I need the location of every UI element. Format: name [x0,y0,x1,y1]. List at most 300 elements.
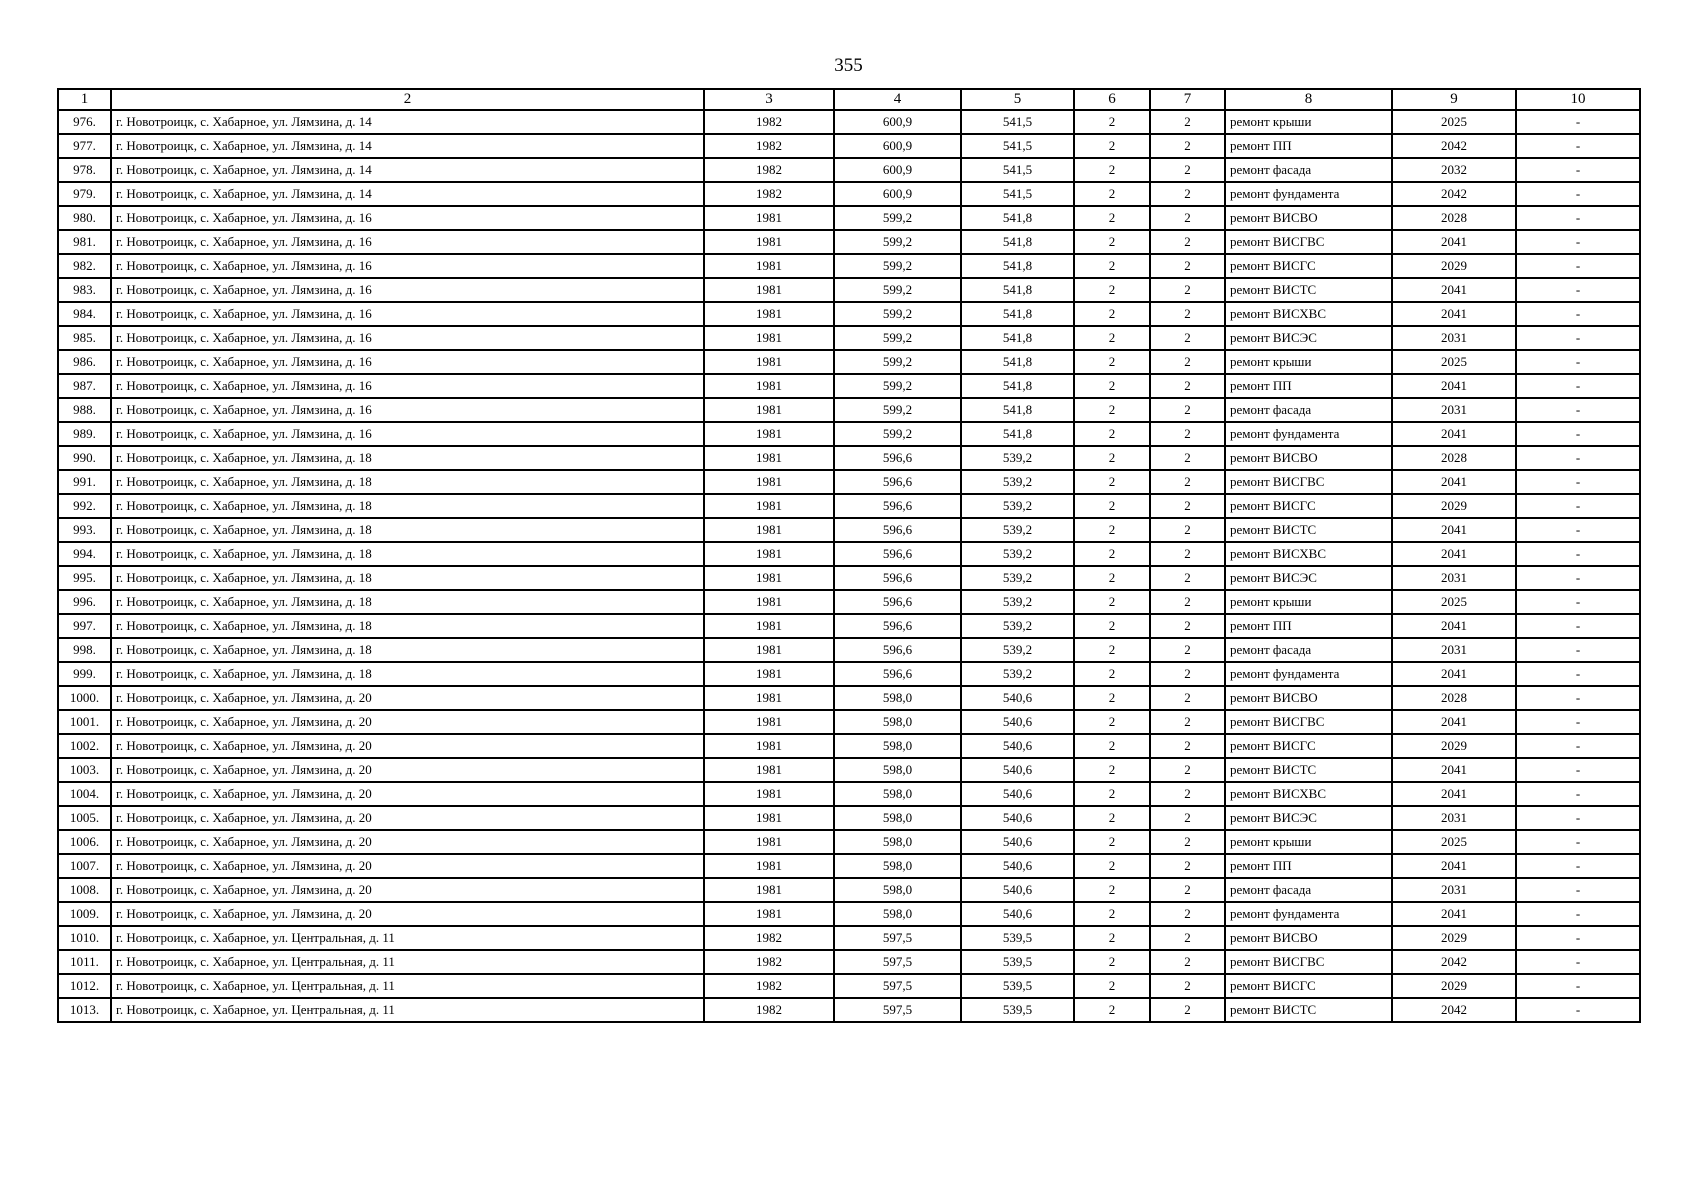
entrances-cell: 2 [1150,326,1225,350]
note-cell: - [1516,638,1640,662]
table-row [58,686,1640,710]
work-type-cell: ремонт ВИСГС [1225,974,1392,998]
planned-year-cell: 2041 [1392,902,1516,926]
total-area-cell: 596,6 [834,518,961,542]
note-cell: - [1516,302,1640,326]
entrances-cell: 2 [1150,854,1225,878]
work-type-cell: ремонт фундамента [1225,182,1392,206]
work-type-cell: ремонт ВИСВО [1225,926,1392,950]
table-row [58,974,1640,998]
table-row [58,758,1640,782]
work-type-cell: ремонт ВИСЭС [1225,806,1392,830]
entrances-cell: 2 [1150,230,1225,254]
floors-cell: 2 [1074,686,1150,710]
floors-cell: 2 [1074,374,1150,398]
row-number-cell: 1010. [58,926,111,950]
column-header: 10 [1516,89,1640,110]
address-cell: г. Новотроицк, с. Хабарное, ул. Лямзина, д. 14 [111,110,704,134]
floors-cell: 2 [1074,278,1150,302]
planned-year-cell: 2041 [1392,518,1516,542]
floors-cell: 2 [1074,998,1150,1022]
total-area-cell: 599,2 [834,302,961,326]
floors-cell: 2 [1074,542,1150,566]
floors-cell: 2 [1074,518,1150,542]
entrances-cell: 2 [1150,950,1225,974]
work-type-cell: ремонт фасада [1225,638,1392,662]
build-year-cell: 1981 [704,614,834,638]
row-number-cell: 1003. [58,758,111,782]
work-type-cell: ремонт ПП [1225,374,1392,398]
living-area-cell: 539,2 [961,638,1074,662]
note-cell: - [1516,326,1640,350]
note-cell: - [1516,254,1640,278]
row-number-cell: 990. [58,446,111,470]
build-year-cell: 1982 [704,110,834,134]
address-cell: г. Новотроицк, с. Хабарное, ул. Центральная, д. 11 [111,950,704,974]
living-area-cell: 539,2 [961,542,1074,566]
address-cell: г. Новотроицк, с. Хабарное, ул. Лямзина, д. 20 [111,782,704,806]
planned-year-cell: 2029 [1392,974,1516,998]
row-number-cell: 1009. [58,902,111,926]
build-year-cell: 1981 [704,230,834,254]
note-cell: - [1516,734,1640,758]
row-number-cell: 991. [58,470,111,494]
living-area-cell: 540,6 [961,686,1074,710]
note-cell: - [1516,566,1640,590]
entrances-cell: 2 [1150,566,1225,590]
floors-cell: 2 [1074,158,1150,182]
living-area-cell: 540,6 [961,854,1074,878]
row-number-cell: 1012. [58,974,111,998]
build-year-cell: 1981 [704,854,834,878]
living-area-cell: 541,5 [961,110,1074,134]
total-area-cell: 598,0 [834,806,961,830]
build-year-cell: 1981 [704,710,834,734]
living-area-cell: 539,5 [961,974,1074,998]
living-area-cell: 541,8 [961,254,1074,278]
table-row [58,350,1640,374]
planned-year-cell: 2029 [1392,734,1516,758]
work-type-cell: ремонт ВИСТС [1225,278,1392,302]
floors-cell: 2 [1074,590,1150,614]
note-cell: - [1516,686,1640,710]
total-area-cell: 596,6 [834,614,961,638]
note-cell: - [1516,182,1640,206]
address-cell: г. Новотроицк, с. Хабарное, ул. Лямзина, д. 20 [111,710,704,734]
row-number-cell: 1005. [58,806,111,830]
planned-year-cell: 2029 [1392,926,1516,950]
planned-year-cell: 2031 [1392,566,1516,590]
column-header: 6 [1074,89,1150,110]
note-cell: - [1516,854,1640,878]
entrances-cell: 2 [1150,734,1225,758]
planned-year-cell: 2041 [1392,470,1516,494]
address-cell: г. Новотроицк, с. Хабарное, ул. Лямзина, д. 16 [111,230,704,254]
address-cell: г. Новотроицк, с. Хабарное, ул. Лямзина, д. 18 [111,470,704,494]
entrances-cell: 2 [1150,590,1225,614]
address-cell: г. Новотроицк, с. Хабарное, ул. Лямзина, д. 20 [111,758,704,782]
work-type-cell: ремонт ВИСТС [1225,518,1392,542]
floors-cell: 2 [1074,326,1150,350]
note-cell: - [1516,278,1640,302]
living-area-cell: 539,2 [961,662,1074,686]
entrances-cell: 2 [1150,542,1225,566]
address-cell: г. Новотроицк, с. Хабарное, ул. Лямзина, д. 18 [111,662,704,686]
build-year-cell: 1981 [704,422,834,446]
address-cell: г. Новотроицк, с. Хабарное, ул. Лямзина, д. 18 [111,638,704,662]
note-cell: - [1516,374,1640,398]
table-row [58,398,1640,422]
entrances-cell: 2 [1150,758,1225,782]
address-cell: г. Новотроицк, с. Хабарное, ул. Лямзина, д. 18 [111,590,704,614]
table-row [58,206,1640,230]
address-cell: г. Новотроицк, с. Хабарное, ул. Центральная, д. 11 [111,974,704,998]
note-cell: - [1516,806,1640,830]
planned-year-cell: 2042 [1392,182,1516,206]
table-body [58,110,1640,1022]
total-area-cell: 598,0 [834,830,961,854]
planned-year-cell: 2025 [1392,830,1516,854]
planned-year-cell: 2029 [1392,254,1516,278]
entrances-cell: 2 [1150,830,1225,854]
planned-year-cell: 2041 [1392,374,1516,398]
entrances-cell: 2 [1150,710,1225,734]
work-type-cell: ремонт крыши [1225,830,1392,854]
build-year-cell: 1982 [704,998,834,1022]
living-area-cell: 539,5 [961,950,1074,974]
living-area-cell: 541,8 [961,278,1074,302]
planned-year-cell: 2042 [1392,950,1516,974]
work-type-cell: ремонт ВИСВО [1225,446,1392,470]
address-cell: г. Новотроицк, с. Хабарное, ул. Лямзина, д. 16 [111,350,704,374]
address-cell: г. Новотроицк, с. Хабарное, ул. Лямзина, д. 16 [111,206,704,230]
entrances-cell: 2 [1150,926,1225,950]
address-cell: г. Новотроицк, с. Хабарное, ул. Лямзина, д. 14 [111,158,704,182]
address-cell: г. Новотроицк, с. Хабарное, ул. Лямзина, д. 16 [111,398,704,422]
total-area-cell: 598,0 [834,686,961,710]
table-row [58,998,1640,1022]
note-cell: - [1516,158,1640,182]
address-cell: г. Новотроицк, с. Хабарное, ул. Лямзина, д. 16 [111,254,704,278]
address-cell: г. Новотроицк, с. Хабарное, ул. Лямзина, д. 20 [111,902,704,926]
table-row [58,638,1640,662]
entrances-cell: 2 [1150,158,1225,182]
total-area-cell: 597,5 [834,974,961,998]
floors-cell: 2 [1074,806,1150,830]
planned-year-cell: 2041 [1392,662,1516,686]
planned-year-cell: 2025 [1392,590,1516,614]
note-cell: - [1516,950,1640,974]
table-row [58,542,1640,566]
build-year-cell: 1982 [704,158,834,182]
row-number-cell: 997. [58,614,111,638]
work-type-cell: ремонт ПП [1225,854,1392,878]
table-row [58,590,1640,614]
note-cell: - [1516,542,1640,566]
total-area-cell: 599,2 [834,350,961,374]
address-cell: г. Новотроицк, с. Хабарное, ул. Лямзина, д. 20 [111,686,704,710]
work-type-cell: ремонт фасада [1225,878,1392,902]
table-row [58,782,1640,806]
entrances-cell: 2 [1150,110,1225,134]
build-year-cell: 1981 [704,254,834,278]
row-number-cell: 999. [58,662,111,686]
floors-cell: 2 [1074,614,1150,638]
living-area-cell: 541,8 [961,350,1074,374]
work-type-cell: ремонт фундамента [1225,902,1392,926]
work-type-cell: ремонт ВИСГВС [1225,710,1392,734]
total-area-cell: 598,0 [834,710,961,734]
row-number-cell: 989. [58,422,111,446]
planned-year-cell: 2042 [1392,998,1516,1022]
floors-cell: 2 [1074,878,1150,902]
entrances-cell: 2 [1150,134,1225,158]
table-row [58,830,1640,854]
note-cell: - [1516,974,1640,998]
row-number-cell: 980. [58,206,111,230]
table-row [58,374,1640,398]
address-cell: г. Новотроицк, с. Хабарное, ул. Лямзина, д. 20 [111,734,704,758]
note-cell: - [1516,662,1640,686]
row-number-cell: 1008. [58,878,111,902]
table-row [58,878,1640,902]
living-area-cell: 541,8 [961,206,1074,230]
table-row [58,566,1640,590]
floors-cell: 2 [1074,734,1150,758]
total-area-cell: 599,2 [834,326,961,350]
entrances-cell: 2 [1150,398,1225,422]
address-cell: г. Новотроицк, с. Хабарное, ул. Лямзина, д. 20 [111,854,704,878]
note-cell: - [1516,878,1640,902]
living-area-cell: 540,6 [961,782,1074,806]
address-cell: г. Новотроицк, с. Хабарное, ул. Лямзина, д. 18 [111,518,704,542]
planned-year-cell: 2041 [1392,782,1516,806]
address-cell: г. Новотроицк, с. Хабарное, ул. Лямзина, д. 18 [111,446,704,470]
build-year-cell: 1981 [704,758,834,782]
floors-cell: 2 [1074,950,1150,974]
note-cell: - [1516,470,1640,494]
row-number-cell: 1002. [58,734,111,758]
note-cell: - [1516,518,1640,542]
work-type-cell: ремонт крыши [1225,110,1392,134]
note-cell: - [1516,446,1640,470]
total-area-cell: 599,2 [834,398,961,422]
note-cell: - [1516,230,1640,254]
work-type-cell: ремонт ВИСГС [1225,494,1392,518]
living-area-cell: 541,8 [961,326,1074,350]
planned-year-cell: 2041 [1392,710,1516,734]
work-type-cell: ремонт фундамента [1225,422,1392,446]
table-row [58,326,1640,350]
address-cell: г. Новотроицк, с. Хабарное, ул. Лямзина, д. 16 [111,374,704,398]
floors-cell: 2 [1074,398,1150,422]
row-number-cell: 977. [58,134,111,158]
address-cell: г. Новотроицк, с. Хабарное, ул. Лямзина, д. 18 [111,614,704,638]
planned-year-cell: 2041 [1392,614,1516,638]
build-year-cell: 1981 [704,734,834,758]
address-cell: г. Новотроицк, с. Хабарное, ул. Лямзина, д. 18 [111,566,704,590]
work-type-cell: ремонт крыши [1225,590,1392,614]
build-year-cell: 1981 [704,566,834,590]
note-cell: - [1516,998,1640,1022]
note-cell: - [1516,830,1640,854]
living-area-cell: 539,2 [961,590,1074,614]
row-number-cell: 1011. [58,950,111,974]
floors-cell: 2 [1074,974,1150,998]
build-year-cell: 1981 [704,302,834,326]
build-year-cell: 1981 [704,374,834,398]
address-cell: г. Новотроицк, с. Хабарное, ул. Лямзина, д. 16 [111,422,704,446]
table-row [58,134,1640,158]
row-number-cell: 981. [58,230,111,254]
row-number-cell: 1004. [58,782,111,806]
living-area-cell: 541,8 [961,398,1074,422]
row-number-cell: 988. [58,398,111,422]
column-header: 2 [111,89,704,110]
living-area-cell: 541,5 [961,182,1074,206]
total-area-cell: 600,9 [834,158,961,182]
table-row [58,182,1640,206]
total-area-cell: 600,9 [834,110,961,134]
build-year-cell: 1981 [704,350,834,374]
build-year-cell: 1981 [704,326,834,350]
address-cell: г. Новотроицк, с. Хабарное, ул. Центральная, д. 11 [111,998,704,1022]
address-cell: г. Новотроицк, с. Хабарное, ул. Лямзина, д. 18 [111,494,704,518]
row-number-cell: 1013. [58,998,111,1022]
table-row [58,470,1640,494]
entrances-cell: 2 [1150,518,1225,542]
note-cell: - [1516,782,1640,806]
row-number-cell: 982. [58,254,111,278]
work-type-cell: ремонт ПП [1225,134,1392,158]
build-year-cell: 1982 [704,950,834,974]
build-year-cell: 1982 [704,974,834,998]
note-cell: - [1516,710,1640,734]
note-cell: - [1516,614,1640,638]
column-header: 3 [704,89,834,110]
note-cell: - [1516,350,1640,374]
floors-cell: 2 [1074,902,1150,926]
floors-cell: 2 [1074,302,1150,326]
total-area-cell: 598,0 [834,902,961,926]
address-cell: г. Новотроицк, с. Хабарное, ул. Лямзина, д. 14 [111,182,704,206]
build-year-cell: 1982 [704,182,834,206]
living-area-cell: 540,6 [961,734,1074,758]
planned-year-cell: 2028 [1392,686,1516,710]
total-area-cell: 597,5 [834,998,961,1022]
row-number-cell: 1001. [58,710,111,734]
floors-cell: 2 [1074,446,1150,470]
table-row [58,902,1640,926]
planned-year-cell: 2025 [1392,110,1516,134]
build-year-cell: 1981 [704,206,834,230]
planned-year-cell: 2041 [1392,542,1516,566]
row-number-cell: 994. [58,542,111,566]
planned-year-cell: 2032 [1392,158,1516,182]
entrances-cell: 2 [1150,614,1225,638]
total-area-cell: 600,9 [834,134,961,158]
living-area-cell: 541,8 [961,374,1074,398]
entrances-cell: 2 [1150,902,1225,926]
planned-year-cell: 2031 [1392,806,1516,830]
build-year-cell: 1981 [704,902,834,926]
row-number-cell: 979. [58,182,111,206]
living-area-cell: 540,6 [961,710,1074,734]
address-cell: г. Новотроицк, с. Хабарное, ул. Центральная, д. 11 [111,926,704,950]
note-cell: - [1516,926,1640,950]
build-year-cell: 1981 [704,878,834,902]
build-year-cell: 1981 [704,806,834,830]
work-type-cell: ремонт ВИСВО [1225,206,1392,230]
total-area-cell: 599,2 [834,374,961,398]
entrances-cell: 2 [1150,302,1225,326]
work-type-cell: ремонт фундамента [1225,662,1392,686]
entrances-cell: 2 [1150,494,1225,518]
table-row [58,110,1640,134]
work-type-cell: ремонт ВИСТС [1225,998,1392,1022]
planned-year-cell: 2041 [1392,278,1516,302]
floors-cell: 2 [1074,134,1150,158]
build-year-cell: 1981 [704,494,834,518]
floors-cell: 2 [1074,662,1150,686]
table-row [58,278,1640,302]
address-cell: г. Новотроицк, с. Хабарное, ул. Лямзина, д. 20 [111,878,704,902]
table-row [58,302,1640,326]
floors-cell: 2 [1074,566,1150,590]
note-cell: - [1516,110,1640,134]
table-row [58,230,1640,254]
floors-cell: 2 [1074,926,1150,950]
entrances-cell: 2 [1150,806,1225,830]
address-cell: г. Новотроицк, с. Хабарное, ул. Лямзина, д. 16 [111,278,704,302]
total-area-cell: 599,2 [834,422,961,446]
entrances-cell: 2 [1150,782,1225,806]
note-cell: - [1516,902,1640,926]
living-area-cell: 539,2 [961,470,1074,494]
address-cell: г. Новотроицк, с. Хабарное, ул. Лямзина, д. 16 [111,326,704,350]
build-year-cell: 1981 [704,590,834,614]
row-number-cell: 1007. [58,854,111,878]
planned-year-cell: 2031 [1392,638,1516,662]
table-row [58,494,1640,518]
work-type-cell: ремонт ВИСГС [1225,734,1392,758]
table-row [58,422,1640,446]
living-area-cell: 539,2 [961,518,1074,542]
work-type-cell: ремонт ВИСТС [1225,758,1392,782]
floors-cell: 2 [1074,422,1150,446]
column-header: 4 [834,89,961,110]
total-area-cell: 599,2 [834,254,961,278]
build-year-cell: 1981 [704,278,834,302]
floors-cell: 2 [1074,254,1150,278]
entrances-cell: 2 [1150,254,1225,278]
living-area-cell: 540,6 [961,830,1074,854]
column-header: 5 [961,89,1074,110]
entrances-cell: 2 [1150,206,1225,230]
total-area-cell: 596,6 [834,446,961,470]
total-area-cell: 596,6 [834,662,961,686]
entrances-cell: 2 [1150,974,1225,998]
total-area-cell: 596,6 [834,470,961,494]
entrances-cell: 2 [1150,350,1225,374]
build-year-cell: 1981 [704,830,834,854]
entrances-cell: 2 [1150,470,1225,494]
total-area-cell: 600,9 [834,182,961,206]
work-type-cell: ремонт ПП [1225,614,1392,638]
table-header-row [58,89,1640,110]
total-area-cell: 598,0 [834,854,961,878]
floors-cell: 2 [1074,782,1150,806]
